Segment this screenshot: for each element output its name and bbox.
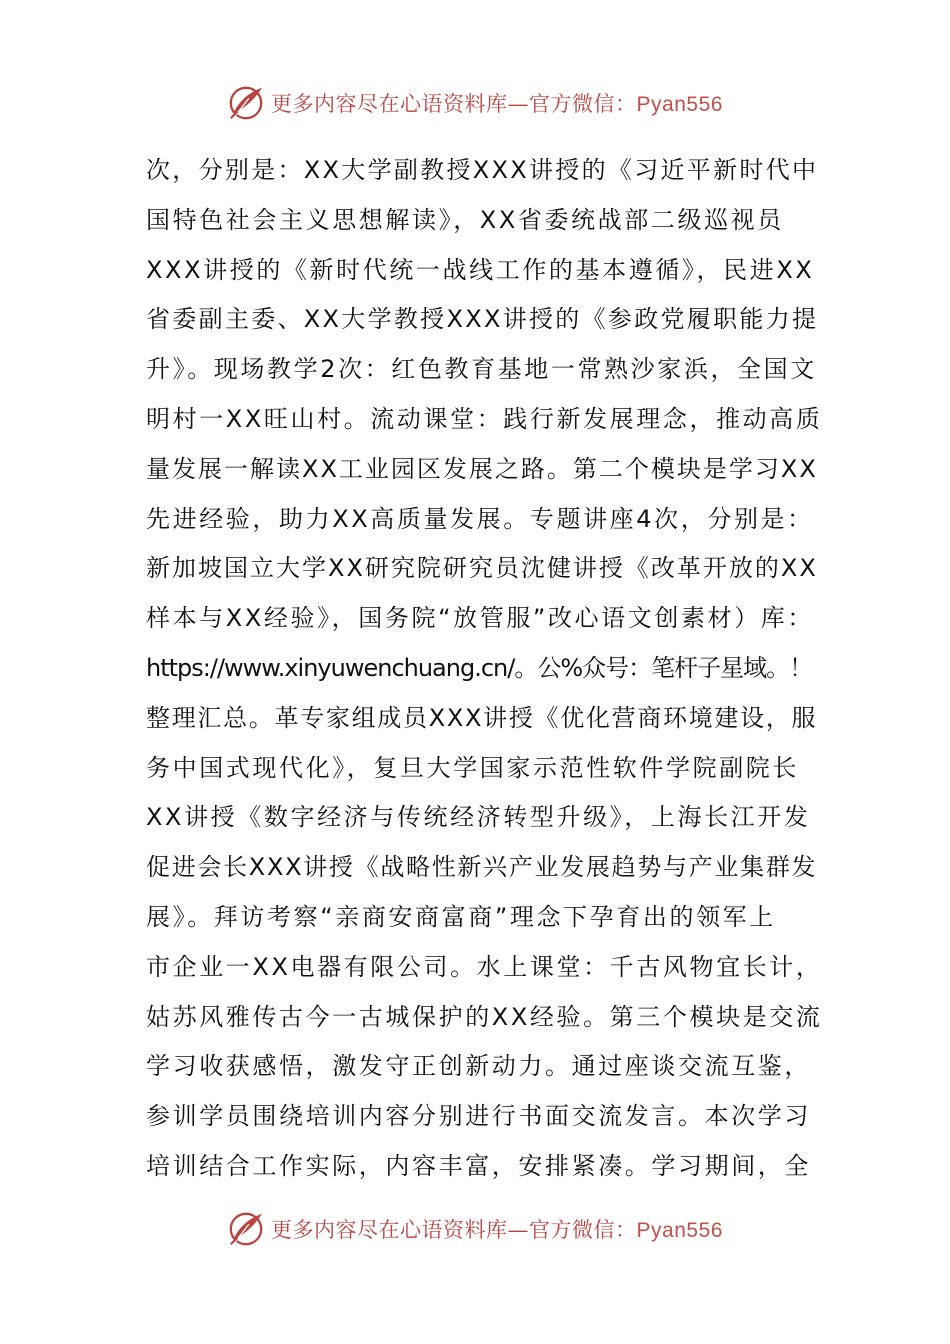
text-line-url: https://www.xinyuwenchuang.cn/。公%众号：笔杆子星域。！ xyxy=(146,653,813,682)
text-line: 省委副主委、XX大学教授XXX讲授的《参政党履职能力提 xyxy=(146,305,819,334)
text-line: 样本与XX经验》，国务院“放管服”改心语文创素材）库： xyxy=(146,604,814,633)
text-line: 新加坡国立大学XX研究院研究员沈健讲授《改革开放的XX xyxy=(146,554,818,583)
footer-banner xyxy=(0,1206,950,1252)
text-line: XXX讲授的《新时代统一战线工作的基本遵循》，民进XX xyxy=(146,255,815,284)
quill-pen-logo-icon xyxy=(227,1210,265,1248)
text-line: 务中国式现代化》，复旦大学国家示范性软件学院副院长 xyxy=(146,753,799,782)
footer-slogan: 更多内容尽在心语资料库—官方微信：Pyan556 xyxy=(271,1218,723,1242)
quill-pen-logo-icon xyxy=(227,84,265,122)
text-line: 市企业一XX电器有限公司。水上课堂：千古风物宜长计， xyxy=(146,952,823,981)
text-line: 培训结合工作实际，内容丰富，安排紧凑。学习期间，全 xyxy=(146,1151,811,1180)
text-line: 学习收获感悟，激发守正创新动力。通过座谈交流互鉴， xyxy=(146,1052,811,1081)
header-banner xyxy=(0,80,950,126)
text-line: 参训学员围绕培训内容分别进行书面交流发言。本次学习 xyxy=(146,1102,811,1131)
wechat-id: Pyan556 xyxy=(636,93,723,116)
text-line: 先进经验，助力XX高质量发展。专题讲座4次，分别是： xyxy=(146,504,814,533)
header-slogan: 更多内容尽在心语资料库—官方微信：Pyan556 xyxy=(271,92,723,116)
document-body xyxy=(146,146,822,1192)
text-line: 促进会长XXX讲授《战略性新兴产业发展趋势与产业集群发 xyxy=(146,853,818,882)
text-line: 升》。现场教学2次：红色教育基地一常熟沙家浜，全国文 xyxy=(146,355,817,384)
text-line: 国特色社会主义思想解读》，XX省委统战部二级巡视员 xyxy=(146,205,784,234)
text-line: 量发展一解读XX工业园区发展之路。第二个模块是学习XX xyxy=(146,454,818,483)
text-line: 姑苏风雅传古今一古城保护的XX经验。第三个模块是交流 xyxy=(146,1002,823,1031)
text-line: 整理汇总。革专家组成员XXX讲授《优化营商环境建设，服 xyxy=(146,703,818,732)
text-line: 明村一XX旺山村。流动课堂：践行新发展理念，推动高质 xyxy=(146,404,823,433)
text-line: XX讲授《数字经济与传统经济转型升级》，上海长江开发 xyxy=(146,803,811,832)
text-line: 次，分别是：XX大学副教授XXX讲授的《习近平新时代中 xyxy=(146,156,819,184)
text-line: 展》。拜访考察“亲商安商富商”理念下孕育出的领军上 xyxy=(146,902,776,931)
wechat-id: Pyan556 xyxy=(636,1219,723,1242)
